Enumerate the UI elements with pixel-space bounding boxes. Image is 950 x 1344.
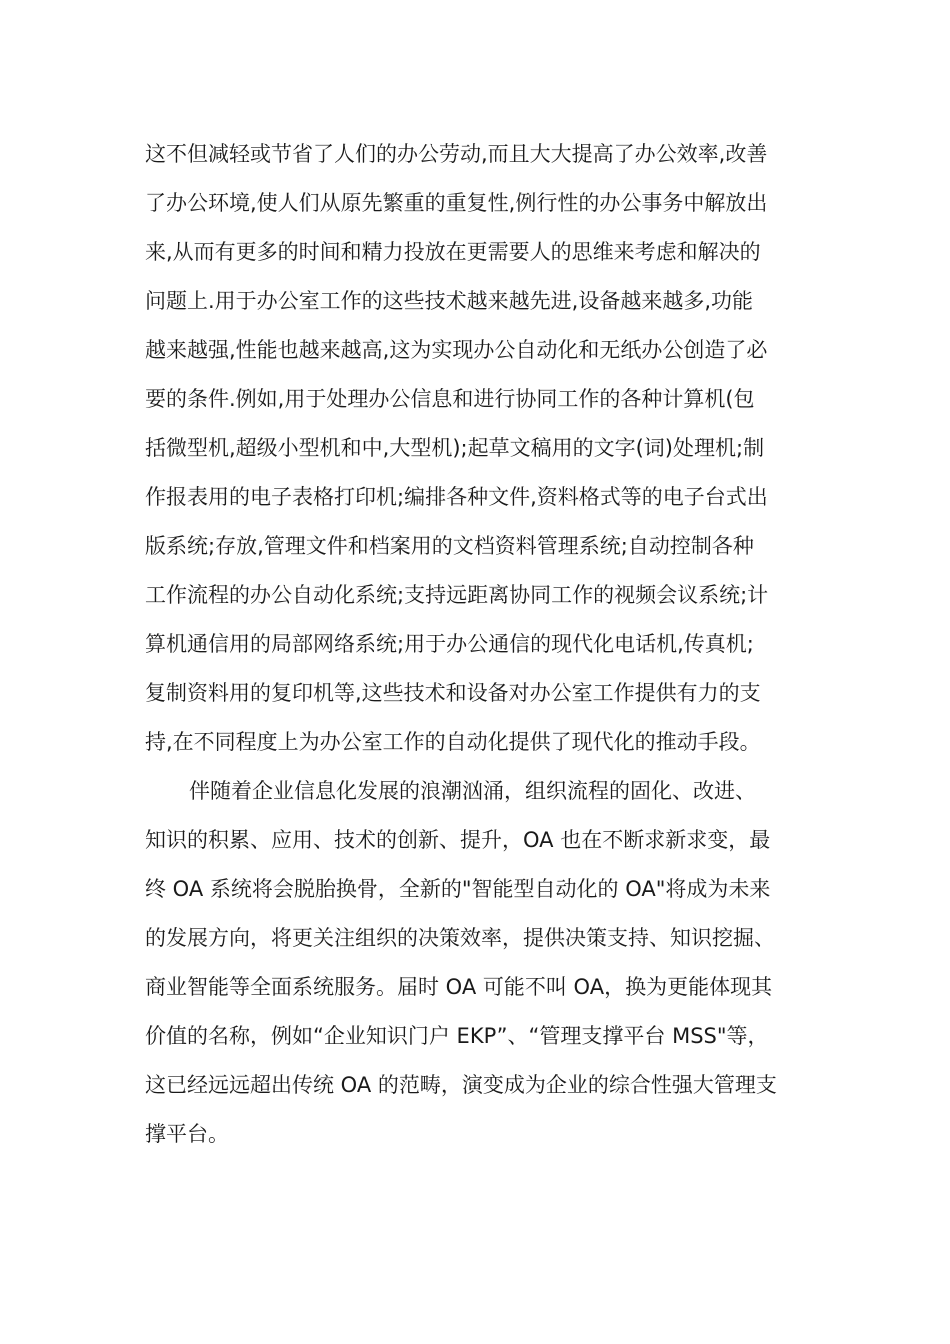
- text-line: 作报表用的电子表格打印机;编排各种文件,资料格式等的电子台式出: [145, 485, 768, 509]
- text-line: 价值的名称，例如“企业知识门户 EKP”、“管理支撑平台 MSS"等，: [145, 1024, 769, 1048]
- text-line: 版系统;存放,管理文件和档案用的文档资料管理系统;自动控制各种: [145, 534, 754, 558]
- text-line: 持,在不同程度上为办公室工作的自动化提供了现代化的推动手段。: [145, 730, 761, 754]
- text-line: 终 OA 系统将会脱胎换骨，全新的"智能型自动化的 OA"将成为未来: [145, 877, 771, 901]
- text-line: 要的条件.例如,用于处理办公信息和进行协同工作的各种计算机(包: [145, 387, 755, 411]
- text-line: 工作流程的办公自动化系统;支持远距离协同工作的视频会议系统;计: [145, 583, 769, 607]
- body-text: [145, 130, 825, 1159]
- text-line: 商业智能等全面系统服务。届时 OA 可能不叫 OA，换为更能体现其: [145, 975, 773, 999]
- text-line: 的发展方向，将更关注组织的决策效率，提供决策支持、知识挖掘、: [145, 926, 775, 950]
- text-line: 这已经远远超出传统 OA 的范畴，演变成为企业的综合性强大管理支: [145, 1073, 777, 1097]
- text-line: 括微型机,超级小型机和中,大型机);起草文稿用的文字(词)处理机;制: [145, 436, 765, 460]
- text-line: 这不但减轻或节省了人们的办公劳动,而且大大提高了办公效率,改善: [145, 142, 768, 166]
- text-line: 来,从而有更多的时间和精力投放在更需要人的思维来考虑和解决的: [145, 240, 761, 264]
- text-line: 伴随着企业信息化发展的浪潮汹涌，组织流程的固化、改进、: [189, 779, 756, 803]
- text-line: 复制资料用的复印机等,这些技术和设备对办公室工作提供有力的支: [145, 681, 761, 705]
- text-line: 越来越强,性能也越来越高,这为实现办公自动化和无纸办公创造了必: [145, 338, 768, 362]
- text-line: 撑平台。: [145, 1122, 229, 1146]
- paragraph-2: [145, 767, 825, 1159]
- text-line: 知识的积累、应用、技术的创新、提升，OA 也在不断求新求变，最: [145, 828, 771, 852]
- paragraph-1: [145, 130, 825, 767]
- text-line: 了办公环境,使人们从原先繁重的重复性,例行性的办公事务中解放出: [145, 191, 768, 215]
- text-line: 算机通信用的局部网络系统;用于办公通信的现代化电话机,传真机;: [145, 632, 754, 656]
- text-line: 问题上.用于办公室工作的这些技术越来越先进,设备越来越多,功能: [145, 289, 754, 313]
